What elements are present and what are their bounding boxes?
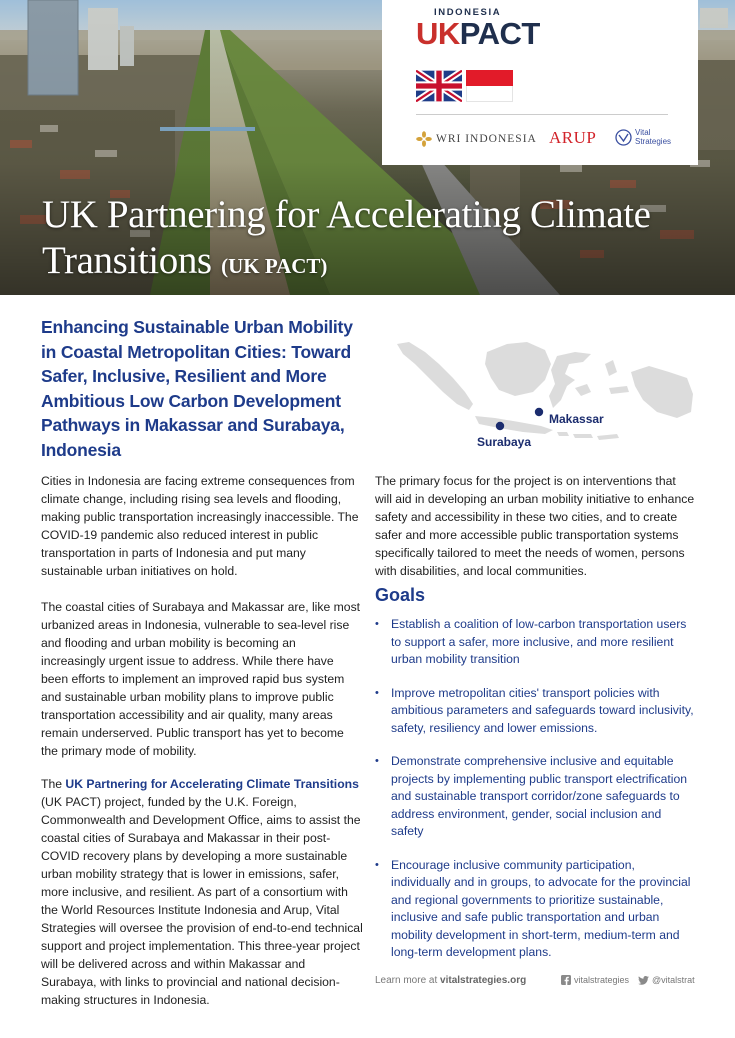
facebook-link[interactable] <box>561 975 629 985</box>
logo-panel <box>382 0 698 165</box>
vital-strategies-text <box>635 129 671 146</box>
wri-indonesia-text: WRI INDONESIA <box>436 133 537 145</box>
project-paragraph-rest: (UK PACT) project, funded by the U.K. Foreign, Commonwealth and Development Office, aims to assist the coastal cities of Surabaya and Makassar in their post-COVID recovery plans by developing a more sustainable urban mobility strategy that is lower in emissions, safer, more inclusive, and resilient. As part of a consortium with the World Resources Institute Indonesia and Arup, Vital Strategies will oversee the provision of end-to-end technical support and project implementation. This three-year project will be delivered across and within Makassar and Surabaya, with links to provincial and national decision-making structures in Indonesia. <box>41 795 363 1007</box>
twitter-link[interactable] <box>638 975 695 985</box>
intro-paragraph: Cities in Indonesia are facing extreme consequences from climate change, including rising sea levels and flooding, making public transportation increasingly inaccessible. The COVID-19 pandemic also reduced interest in public transportation in parts of Indonesia and put many sustainable urban initiatives on hold. <box>41 474 359 578</box>
makassar-label: Makassar <box>549 412 604 426</box>
goals-heading: Goals <box>375 585 426 605</box>
goal-bullet: • <box>375 858 379 871</box>
footer-learn-prefix: Learn more at <box>375 975 441 986</box>
flags <box>416 70 513 102</box>
wri-flower-icon <box>416 131 432 147</box>
goal-item <box>374 857 694 962</box>
goal-bullet: • <box>375 686 379 699</box>
indonesia-flag-icon <box>466 70 513 102</box>
footer-social <box>561 975 695 985</box>
goal-text: Encourage inclusive community participation, individually and in groups, to advocate for the provincial and regional governments to prioritize sustainable, inclusive and safe public transportation and urban mobility development in short-term, medium-term and long-term development plans. <box>391 857 691 959</box>
twitter-bird-icon <box>638 976 649 985</box>
makassar-marker-icon <box>534 407 544 417</box>
footer-learn-more <box>375 975 526 986</box>
brand-country: INDONESIA <box>434 7 502 18</box>
arup-logo: ARUP <box>549 128 597 147</box>
vital-strategies-mark-icon <box>615 129 632 146</box>
facebook-handle: vitalstrategies <box>574 975 630 985</box>
brand-pact: PACT <box>459 16 540 51</box>
facebook-icon <box>561 975 571 985</box>
goal-text: Improve metropolitan cities' transport policies with ambitious parameters and safeguards toward inclusivity, safety, resiliency and lower emissions. <box>391 685 694 735</box>
goal-text: Demonstrate comprehensive inclusive and equitable projects by implementing public transport electrification and sustainable transport corridor/zone safeguards to address environment, gender, social inclusion and safety <box>391 754 688 838</box>
goal-item <box>374 685 694 738</box>
vital-strategies-line1: Vital <box>635 128 651 137</box>
goal-bullet: • <box>375 618 379 630</box>
hero-title-abbr: (UK PACT) <box>221 254 328 278</box>
goal-item <box>374 616 694 669</box>
surabaya-marker-icon <box>495 421 505 431</box>
hero-title-text: UK Partnering for Accelerating Climate Transitions <box>42 193 651 282</box>
uk-pact-project-paragraph <box>41 775 363 1009</box>
vital-strategies-logo <box>615 129 671 146</box>
twitter-handle: @vitalstrat <box>652 975 695 985</box>
wri-indonesia-logo <box>416 130 537 148</box>
coastal-cities-paragraph: The coastal cities of Surabaya and Makassar are, like most urbanized areas in Indonesia, vulnerable to sea-level rise and flooding and urban mobility is becoming an increasingly urgent issue to address. While there have been efforts to implement an improved rapid bus system and sustainable urban mobility plans to improve public transportation accessibility and air quality, many areas remain underserved. Public transport has yet to become the primary mode of mobility. <box>41 600 361 758</box>
indonesia-map <box>395 338 695 458</box>
project-name-highlight: UK Partnering for Accelerating Climate Transitions <box>65 777 359 791</box>
uk-pact-logo <box>416 16 540 52</box>
hero-title <box>42 192 702 289</box>
goal-text: Establish a coalition of low-carbon transportation users to support a safer, more inclusive, and more resilient urban mobility transition <box>391 617 687 666</box>
uk-flag-icon <box>416 70 462 102</box>
brand-uk: UK <box>416 16 460 51</box>
goal-item <box>374 753 694 841</box>
project-paragraph-prefix: The <box>41 777 66 791</box>
primary-focus-paragraph: The primary focus for the project is on interventions that will aid in developing an urban mobility initiative to enhance safety and accessibility in these two cities, and to create safer and more accessible public transportation systems specifically tailored to meet the needs of women, persons with disabilities, and local communities. <box>375 474 695 578</box>
vital-strategies-line2: Strategies <box>635 136 672 146</box>
goal-bullet: • <box>375 755 379 767</box>
headline: Enhancing Sustainable Urban Mobility in Coastal Metropolitan Cities: Toward Safer, Inclusive, Resilient and More Ambitious Low Carbon Development Pathways in Makassar and Surabaya, Indonesia <box>41 317 353 460</box>
indonesia-map-shape <box>395 338 695 458</box>
logo-divider <box>416 114 668 115</box>
goals-list <box>374 616 694 978</box>
surabaya-label: Surabaya <box>477 435 532 449</box>
footer-website-link[interactable]: vitalstrategies.org <box>440 975 527 986</box>
